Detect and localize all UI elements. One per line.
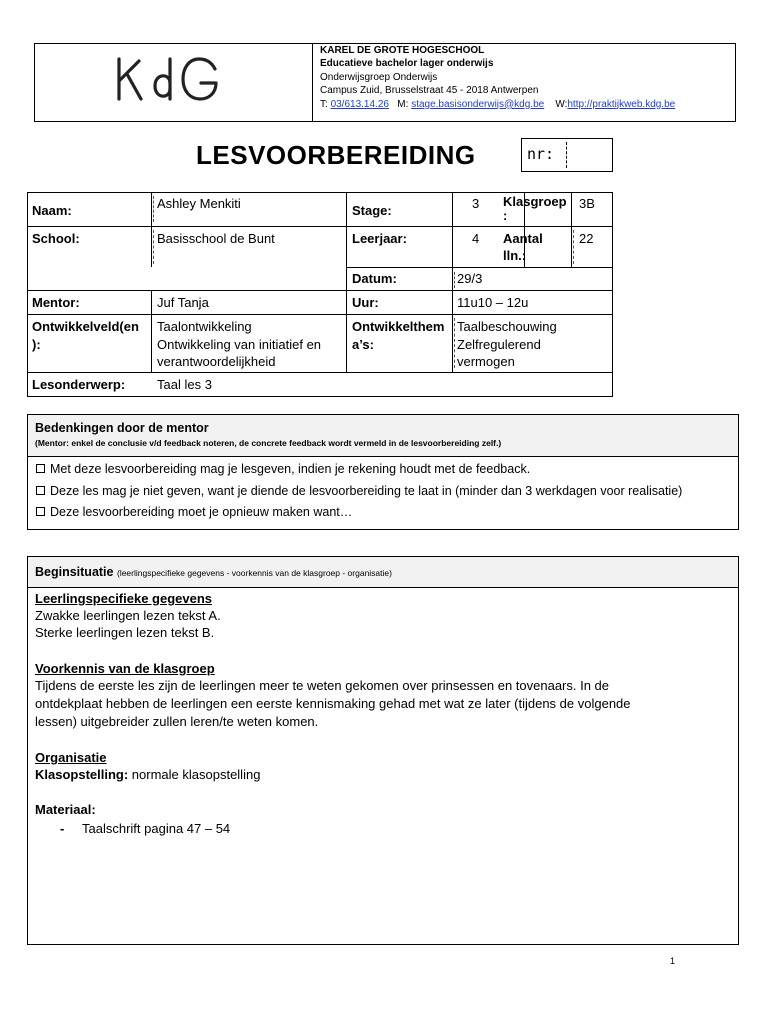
mentor-section-title: Bedenkingen door de mentor: [35, 421, 209, 435]
header-divider: [312, 43, 313, 122]
mentor-option-late[interactable]: Deze les mag je niet geven, want je diende de lesvoorbereiding te laat in (minder dan 3 werkdagen voor realisatie): [36, 484, 682, 498]
institution-info: [320, 44, 675, 111]
mentor-option-approve[interactable]: Met deze lesvoorbereiding mag je lesgeven, indien je rekening houdt met de feedback.: [36, 462, 530, 476]
aantal-value: 22: [579, 231, 594, 246]
beginsituatie-title: Beginsituatie (leerlingspecifieke gegevens - voorkennis van de klasgroep - organisatie): [35, 565, 392, 579]
institution-contact: [320, 98, 675, 111]
table-rule: [27, 372, 613, 373]
table-rule: [346, 192, 347, 372]
kdg-logo: [115, 55, 225, 105]
table-rule: [151, 290, 152, 372]
field-cursor: [153, 196, 154, 222]
checkbox-icon[interactable]: [36, 486, 45, 495]
datum-label: Datum:: [352, 271, 397, 286]
naam-value: Ashley Menkiti: [157, 196, 241, 211]
stage-label: Stage:: [352, 203, 392, 218]
institution-program: Educatieve bachelor lager onderwijs: [320, 58, 494, 70]
uur-value: 11u10 – 12u: [457, 295, 529, 310]
web-label: W:: [555, 98, 568, 110]
mail-link[interactable]: stage.basisonderwijs@kdg.be: [411, 98, 545, 110]
checkbox-icon[interactable]: [36, 464, 45, 473]
leerling-heading: Leerlingspecifieke gegevens: [35, 591, 213, 606]
ontwikkelveld-label: Ontwikkelveld(en ):: [32, 319, 139, 352]
table-border: [27, 192, 28, 397]
school-value: Basisschool de Bunt: [157, 231, 275, 246]
mentor-option-redo[interactable]: Deze lesvoorbereiding moet je opnieuw maken want…: [36, 505, 352, 519]
lesonderwerp-label: Lesonderwerp:: [32, 377, 126, 392]
table-border: [27, 192, 613, 193]
stage-value: 3: [472, 196, 480, 211]
voorkennis-line-2: ontdekplaat hebben de leerlingen een eerste kennismaking gehad met wat ze later (tijdens de volgende: [35, 696, 631, 711]
table-rule: [27, 314, 613, 315]
materiaal-item: - Taalschrift pagina 47 – 54: [60, 821, 231, 836]
aantal-label: Aantal lln.:: [503, 231, 543, 263]
leerling-line-1: Zwakke leerlingen lezen tekst A.: [35, 608, 221, 623]
leerjaar-label: Leerjaar:: [352, 231, 407, 246]
beginsituatie-subtitle: (leerlingspecifieke gegevens - voorkennis van de klasgroep - organisatie): [116, 568, 392, 578]
table-rule: [571, 192, 572, 267]
ontwikkelthema-label: Ontwikkelthem a’s:: [352, 319, 445, 352]
table-rule: [27, 226, 613, 227]
materiaal-label: Materiaal:: [35, 802, 96, 817]
klasgroep-value: 3B: [579, 196, 595, 211]
ontwikkelthema-value: Taalbeschouwing Zelfregulerend vermogen: [457, 319, 557, 369]
mentor-label: Mentor:: [32, 295, 80, 310]
organisatie-heading: Organisatie: [35, 750, 107, 765]
leerling-line-2: Sterke leerlingen lezen tekst B.: [35, 625, 215, 640]
leerjaar-value: 4: [472, 231, 480, 246]
table-rule: [27, 290, 613, 291]
mentor-section-subtitle: (Mentor: enkel de conclusie v/d feedback noteren, de concrete feedback wordt vermeld in de lesvoorbereiding zelf.): [35, 438, 502, 448]
school-label: School:: [32, 231, 80, 246]
voorkennis-heading: Voorkennis van de klasgroep: [35, 661, 215, 676]
table-rule: [151, 192, 152, 267]
checkbox-icon[interactable]: [36, 507, 45, 516]
voorkennis-line-3: lessen) uitgebreider zullen leren/te weten komen.: [35, 714, 319, 729]
field-cursor: [573, 230, 574, 264]
table-rule: [346, 267, 613, 268]
page-number: 1: [670, 956, 676, 966]
table-rule: [452, 192, 453, 372]
info-table: [27, 192, 613, 397]
lesonderwerp-value: Taal les 3: [157, 377, 212, 392]
field-cursor: [153, 230, 154, 264]
field-cursor: [454, 318, 455, 368]
nr-input-cursor[interactable]: [566, 142, 567, 168]
document-title: LESVOORBEREIDING: [196, 140, 476, 170]
voorkennis-line-1: Tijdens de eerste les zijn de leerlingen meer te weten gekomen over prinsessen en tovenaars. In de: [35, 678, 610, 693]
field-cursor: [454, 272, 455, 288]
table-border: [612, 192, 613, 397]
mentor-value: Juf Tanja: [157, 295, 209, 310]
uur-label: Uur:: [352, 295, 379, 310]
web-link[interactable]: http://praktijkweb.kdg.be: [567, 98, 676, 110]
institution-group: Onderwijsgroep Onderwijs: [320, 71, 438, 83]
ontwikkelveld-value: Taalontwikkeling Ontwikkeling van initiatief en verantwoordelijkheid: [157, 319, 322, 369]
klasopstelling-line: Klasopstelling: normale klasopstelling: [35, 767, 261, 782]
table-border: [27, 396, 613, 397]
klasgroep-label: Klasgroep :: [503, 194, 567, 223]
naam-label: Naam:: [32, 203, 72, 218]
phone-link[interactable]: 03/613.14.26: [330, 98, 389, 110]
institution-address: Campus Zuid, Brusselstraat 45 - 2018 Antwerpen: [320, 85, 539, 97]
institution-name: KAREL DE GROTE HOGESCHOOL: [320, 45, 485, 56]
datum-value: 29/3: [457, 271, 483, 286]
phone-label: T:: [320, 98, 331, 110]
mail-label: M:: [397, 98, 412, 110]
nr-label: nr:: [527, 145, 555, 163]
